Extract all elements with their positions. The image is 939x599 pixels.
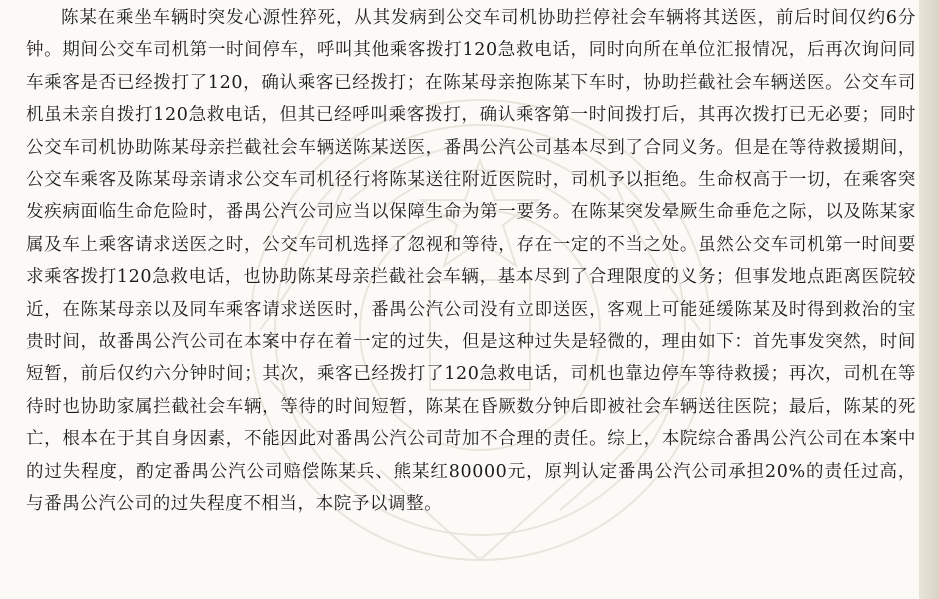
body-paragraph: 陈某在乘坐车辆时突发心源性猝死，从其发病到公交车司机协助拦停社会车辆将其送医，前后时间仅约6分钟。期间公交车司机第一时间停车，呼叫其他乘客拨打120急救电话，同时向所在单位汇报情况，后再次询问同车乘客是否已经拨打了120，确认乘客已经拨打；在陈某母亲抱陈某下车时，协助拦截社会车辆送医。公交车司机虽未亲自拨打120急救电话，但其已经呼叫乘客拨打，确认乘客第一时间拨打后，其再次拨打已无必要；同时公交车司机协助陈某母亲拦截社会车辆送陈某送医，番禺公汽公司基本尽到了合同义务。但是在等待救援期间，公交车乘客及陈某母亲请求公交车司机径行将陈某送往附近医院时，司机予以拒绝。生命权高于一切，在乘客突发疾病面临生命危险时，番禺公汽公司应当以保障生命为第一要务。在陈某突发晕厥生命垂危之际，以及陈某家属及车上乘客请求送医之时，公交车司机选择了忽视和等待，存在一定的不当之处。虽然公交车司机第一时间要求乘客拨打120急救电话，也协助陈某母亲拦截社会车辆，基本尽到了合理限度的义务；但事发地点距离医院较近，在陈某母亲以及同车乘客请求送医时，番禺公汽公司没有立即送医，客观上可能延缓陈某及时得到救治的宝贵时间，故番禺公汽公司在本案中存在着一定的过失，但是这种过失是轻微的，理由如下：首先事发突然，时间短暂，前后仅约六分钟时间；其次，乘客已经拨打了120急救电话，司机也靠边停车等待救援；再次，司机在等待时也协助家属拦截社会车辆，等待的时间短暂，陈某在昏厥数分钟后即被社会车辆送往医院；最后，陈某的死亡，根本在于其自身因素，不能因此对番禺公汽公司苛加不合理的责任。综上，本院综合番禺公汽公司在本案中的过失程度，酌定番禺公汽公司赔偿陈某兵、熊某红80000元，原判认定番禺公汽公司承担20%的责任过高，与番禺公汽公司的过失程度不相当，本院予以调整。 bbox=[26, 8, 916, 515]
page-edge-strip bbox=[919, 0, 939, 599]
document-body bbox=[26, 2, 916, 521]
